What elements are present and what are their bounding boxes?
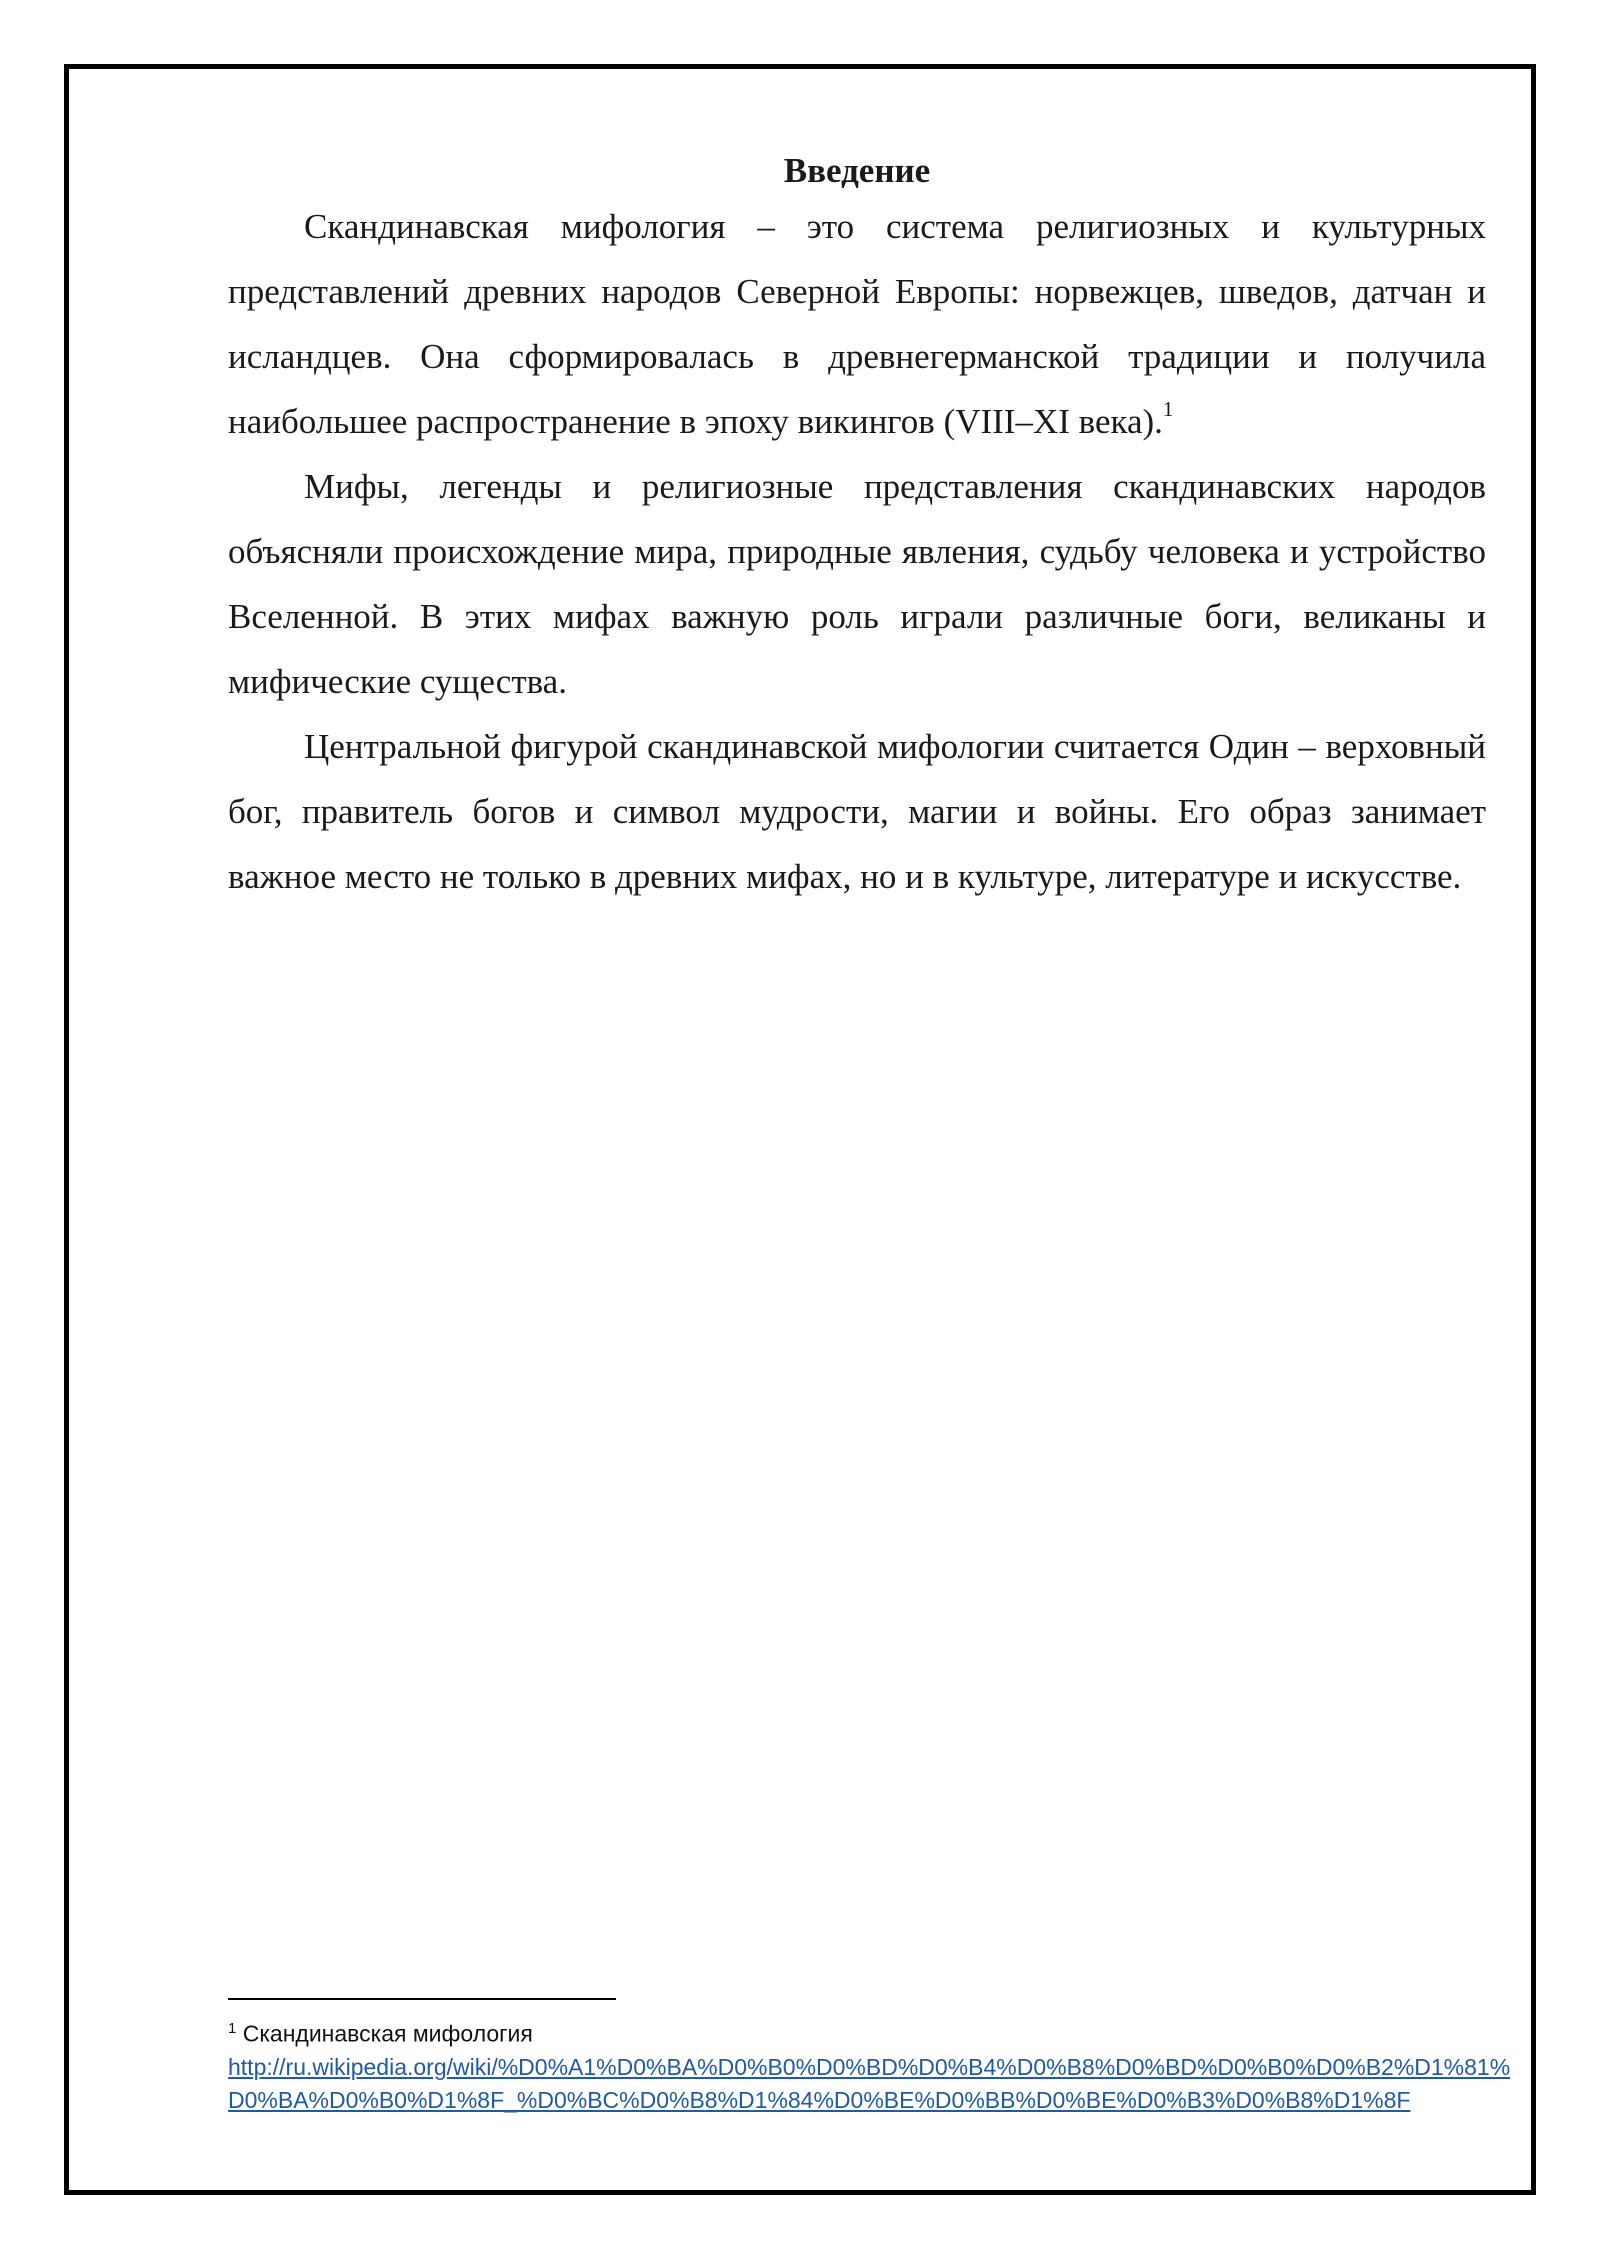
paragraph-odin: Центральной фигурой скандинавской мифологии считается Один – верховный бог, правитель богов и символ мудрости, магии и войны. Его образ занимает важное место не только в древних мифах, но и в культуре, литературе и искусстве. [228, 727, 1486, 896]
footnote-number: 1 [228, 2020, 237, 2037]
footnote-reference[interactable]: 1 [1162, 397, 1174, 422]
paragraph-intro [228, 194, 1486, 454]
footnote-link[interactable]: http://ru.wikipedia.org/wiki/%D0%A1%D0%BA%D0%B0%D0%BD%D0%B4%D0%B8%D0%BD%D0%B0%D0%B2%D1%81%D0%BA%D0%B0%D1%8F_%D0%BC%D0%B8%D1%84%D0%BE%D0%BB%D0%BE%D0%B3%D0%B8%D1%8F [228, 2053, 1511, 2113]
footnote-item [228, 2012, 1518, 2051]
paragraph-myths: Мифы, легенды и религиозные представления скандинавских народов объясняли происхождение мира, природные явления, судьбу человека и устройство Вселенной. В этих мифах важную роль играли различные боги, великаны и мифические существа. [228, 467, 1486, 701]
page-title: Введение [783, 151, 931, 190]
footnote-text: Скандинавская мифология [242, 2020, 533, 2047]
footnote-separator [228, 1998, 616, 2000]
paragraph-text: Скандинавская мифология – это система религиозных и культурных представлений древних народов Северной Европы: норвежцев, шведов, датчан и исландцев. Она сформировалась в древнегерманской традиции и получила наибольшее распространение в эпоху викингов (VIII–XI века). [228, 207, 1486, 441]
footnote-area [228, 1998, 1518, 2117]
document-body [228, 148, 1486, 909]
